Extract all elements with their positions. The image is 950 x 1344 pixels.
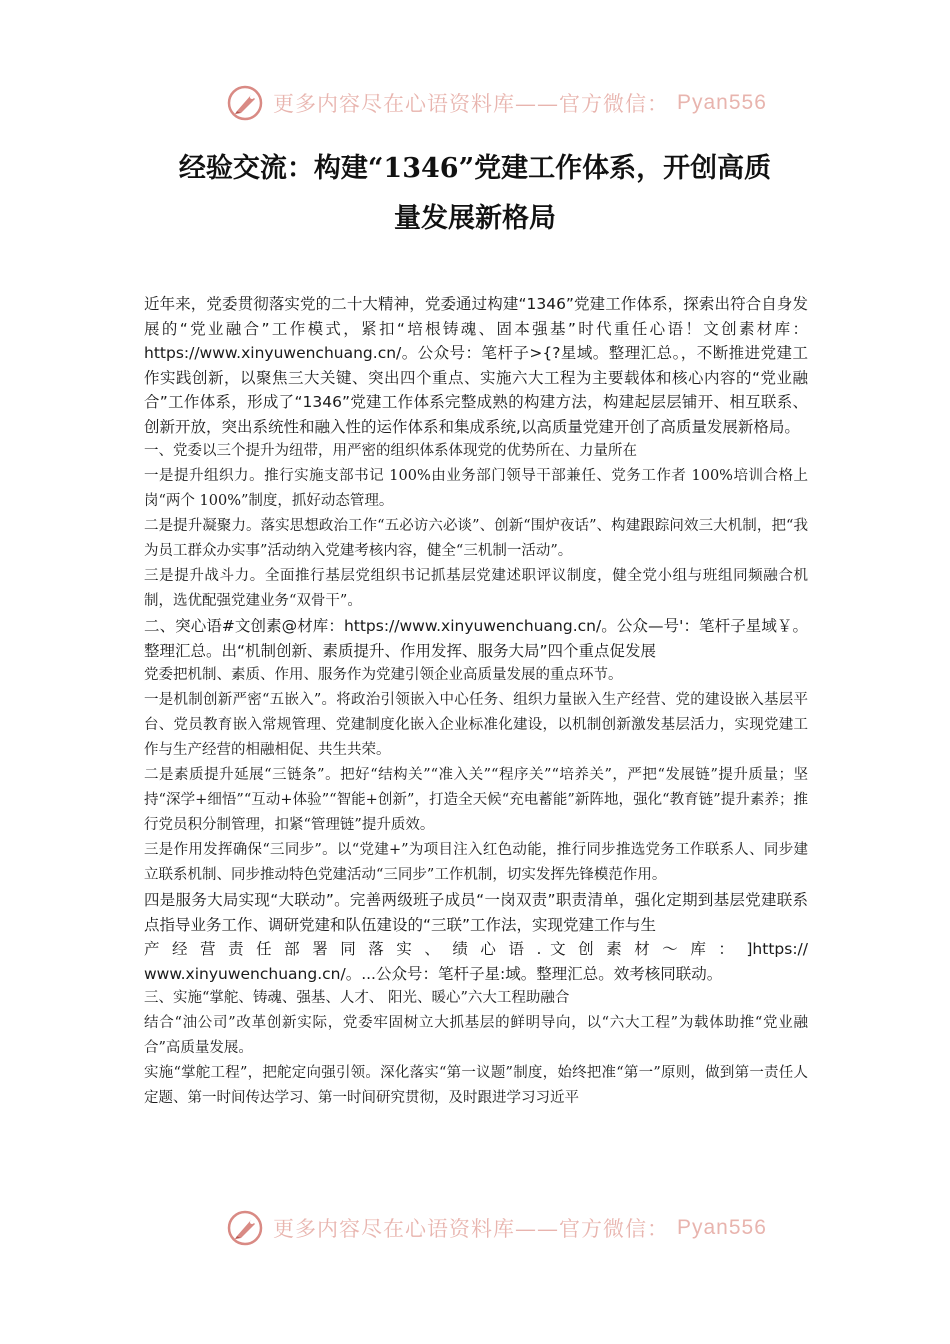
body-paragraph: 三是提升战斗力。全面推行基层党组织书记抓基层党建述职评议制度，健全党小组与班组同频融合机制，选优配强党建业务“双骨干”。 — [144, 568, 808, 609]
body-paragraph-spaced-line: 产 经 营 责 任 部 署 同 落 实 、 绩 心 语 . 文 创 素 材 ～ 库 ： ]https:// — [144, 940, 808, 958]
title-line-1: 经验交流：构建“1346”党建工作体系，开创高质 — [178, 153, 772, 184]
watermark-banner-top — [225, 78, 767, 128]
section-heading-3: 三、实施“掌舵、铸魂、强基、人才、 阳光、暖心”六大工程助融合 — [144, 990, 570, 1006]
body-paragraph: 结合“油公司”改革创新实际，党委牢固树立大抓基层的鲜明导向，以“六大工程”为载体助推“党业融合”高质量发展。 — [144, 1015, 808, 1056]
body-paragraph-sans: www.xinyuwenchuang.cn/。...公众号：笔杆子星:域。整理汇总。效考核同联动。 — [144, 964, 723, 983]
body-paragraph: 二是素质提升延展“三链条”。把好“结构关”“准入关”“程序关”“培养关”，严把“发展链”提升质量；坚持“深学+细悟”“互动+体验”“智能+创新”，打造全天候“充电蓄能”新阵地，强化“教育链”提升素养；推行党员积分制管理，扣紧“管理链”提升质效。 — [144, 767, 808, 833]
body-paragraph: 二是提升凝聚力。落实思想政治工作“五必访六必谈”、创新“围炉夜话”、构建跟踪问效三大机制，把“我为员工群众办实事”活动纳入党建考核内容，健全“三机制一活动”。 — [144, 518, 808, 559]
intro-paragraph: 近年来，党委贯彻落实党的二十大精神，党委通过构建“1346”党建工作体系，探索出符合自身发展的“党业融合”工作模式，紧扣“培根铸魂、固本强基”时代重任心语！文创素材库：https://www.xinyuwenchuang.cn/。公众号：笔杆子>{?星域。整理汇总。，不断推进党建工作实践创新，以聚焦三大关键、突出四个重点、实施六大工程为主要载体和核心内容的“党业融合”工作体系，形成了“1346”党建工作体系完整成熟的构建方法，构建起层层铺开、相互联系、创新开放，突出系统性和融入性的运作体系和集成系统,以高质量党建开创了高质量发展新格局。 — [144, 295, 808, 436]
pen-nib-logo-icon — [225, 1208, 265, 1248]
pen-nib-logo-icon — [225, 83, 265, 123]
body-paragraph: 三是作用发挥确保“三同步”。以“党建+”为项目注入红色动能，推行同步推选党务工作联系人、同步建立联系机制、同步推动特色党建活动“三同步”工作机制，切实发挥先锋模范作用。 — [144, 842, 808, 883]
watermark-wechat-id: Pyan556 — [677, 1216, 767, 1239]
section-heading-1: 一、党委以三个提升为纽带，用严密的组织体系体现党的优势所在、力量所在 — [144, 443, 637, 459]
title-line-2: 量发展新格局 — [394, 203, 556, 234]
watermark-wechat-id: Pyan556 — [677, 91, 767, 114]
body-paragraph: 党委把机制、素质、作用、服务作为党建引领企业高质量发展的重点环节。 — [144, 667, 623, 683]
body-paragraph: 实施“掌舵工程”，把舵定向强引领。深化落实“第一议题”制度，始终把准“第一”原则，做到第一责任人定题、第一时间传达学习、第一时间研究贯彻，及时跟进学习习近平 — [144, 1065, 808, 1106]
body-paragraph-sans: 四是服务大局实现“大联动”。完善两级班子成员“一岗双责”职责清单，强化定期到基层党建联系点指导业务工作、调研党建和队伍建设的“三联”工作法，实现党建工作与生 — [144, 891, 808, 934]
document-title — [100, 144, 850, 244]
body-paragraph: 一是机制创新严密“五嵌入”。将政治引领嵌入中心任务、组织力量嵌入生产经营、党的建设嵌入基层平台、党员教育嵌入常规管理、党建制度化嵌入企业标准化建设，以机制创新激发基层活力，实现党建工作与生产经营的相融相促、共生共荣。 — [144, 692, 808, 758]
watermark-text: 更多内容尽在心语资料库——官方微信： — [273, 1217, 669, 1241]
watermark-banner-bottom — [225, 1203, 767, 1253]
document-body — [144, 292, 808, 1111]
section-heading-2: 二、突心语#文创素@材库：https://www.xinyuwenchuang.cn/。公众—号'：笔杆子星域￥。整理汇总。出“机制创新、素质提升、作用发挥、服务大局”四个重点促发展 — [144, 617, 808, 660]
body-paragraph: 一是提升组织力。推行实施支部书记 100%由业务部门领导干部兼任、党务工作者 100%培训合格上岗“两个 100%”制度，抓好动态管理。 — [144, 468, 808, 509]
watermark-text: 更多内容尽在心语资料库——官方微信： — [273, 92, 669, 116]
